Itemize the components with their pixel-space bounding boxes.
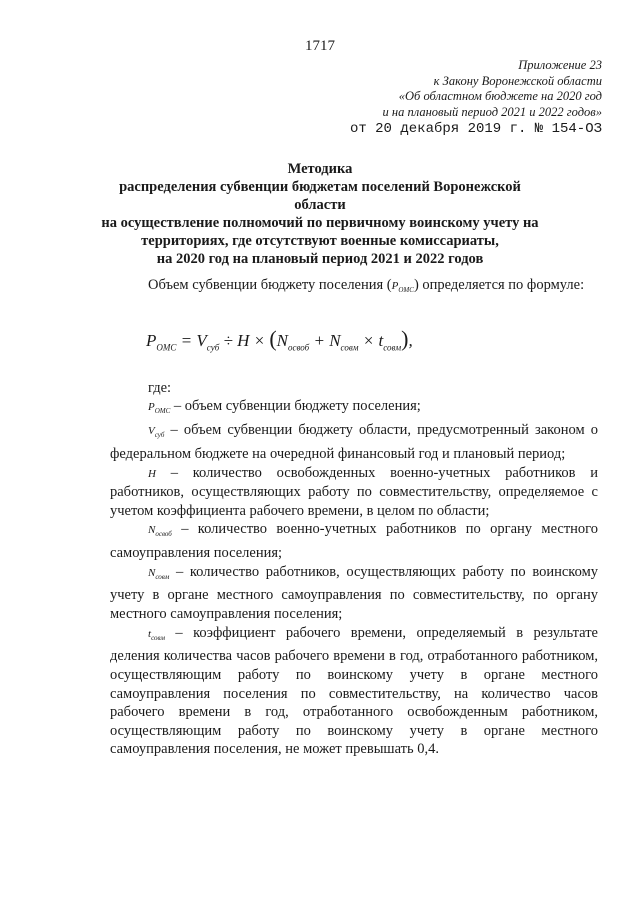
formula-subscript: ОМС <box>156 342 177 353</box>
law-date-stamp: от 20 декабря 2019 г. № 154-ОЗ <box>349 121 602 137</box>
symbol-n-osvob <box>148 524 172 539</box>
title-line: на 2020 год на плановый период 2021 и 2022 годов <box>156 251 484 267</box>
definition-text: – объем субвенции бюджету поселения; <box>170 398 421 415</box>
formula-term: H <box>237 330 250 350</box>
document-title <box>100 160 540 268</box>
definition-h <box>110 464 598 521</box>
symbol-n-sovm <box>148 567 169 579</box>
formula: $P_{ОМС} = V_{суб} \div H \times (N_{освоб} + N_{совм} \times t_{совм})$, <box>146 325 413 353</box>
definition-text: – количество военно-учетных работников по органу местного самоуправления поселения; <box>110 521 598 562</box>
formula-subscript: освоб <box>288 342 310 353</box>
definition-v <box>110 421 598 463</box>
symbol-p <box>148 401 171 416</box>
symbol-letter: P <box>148 401 155 414</box>
symbol-letter: P <box>391 280 399 292</box>
intro-text: Объем субвенции бюджету поселения ( <box>148 277 392 293</box>
symbol-h: H <box>148 467 156 480</box>
symbol-letter: V <box>148 425 155 438</box>
symbol-subscript: совм <box>155 572 170 581</box>
appendix-line: Приложение 23 <box>518 58 602 72</box>
symbol-p <box>391 280 414 295</box>
definition-text: – объем субвенции бюджету области, предусмотренный законом о федеральном бюджете на очередной финансовый год и плановый период; <box>110 422 598 462</box>
definition-text: – количество работников, осуществляющих работу по воинскому учету в органе местного самоуправления по совместительству, по органу местного самоуправления поселения; <box>110 563 598 623</box>
intro-paragraph <box>110 276 598 300</box>
appendix-line: и на плановый период 2021 и 2022 годов» <box>382 104 602 119</box>
where-label: где: <box>148 379 172 396</box>
appendix-block <box>350 58 602 138</box>
symbol-letter: N <box>148 524 156 537</box>
symbol-letter: N <box>148 566 156 579</box>
formula-term: V <box>196 330 207 350</box>
appendix-line: «Об областном бюджете на 2020 год <box>398 89 602 103</box>
intro-text: ) определяется по формуле: <box>413 277 585 293</box>
symbol-subscript: ОМС <box>398 286 414 295</box>
title-line: на осуществление полномочий по первичному воинскому учету на <box>101 215 539 231</box>
formula-term: N <box>276 330 289 350</box>
formula-term: N <box>329 330 341 350</box>
symbol-subscript: совм <box>151 633 166 642</box>
definition-n-sovm <box>110 563 598 624</box>
definition-t-sovm <box>110 624 598 759</box>
appendix-line: к Закону Воронежской области <box>433 73 602 88</box>
definition-p <box>110 397 598 421</box>
symbol-t-sovm <box>148 628 165 640</box>
definition-n-osvob <box>110 520 598 562</box>
title-line: Методика <box>287 161 353 177</box>
document-body <box>110 276 598 759</box>
formula-term: P <box>146 330 157 350</box>
symbol-subscript: освоб <box>155 530 172 539</box>
formula-term: t <box>378 330 384 350</box>
title-line: распределения субвенции бюджетам поселений Воронежской области <box>119 179 521 213</box>
formula-subscript: совм <box>383 342 402 353</box>
definition-text: – коэффициент рабочего времени, определяемый в результате деления количества часов рабочего времени в год, отработанного работником, осуществляющим работу по воинскому учету в органе местного самоуправления поселения по совместительству, на количество часов рабочего времени в год, отработанного освобожденным работником, осуществляющим работу по воинскому учету в органе местного самоуправления поселения, не может превышать 0,4. <box>110 624 598 758</box>
symbol-subscript: суб <box>154 431 165 440</box>
definition-text: – количество освобожденных военно-учетных работников и работников, осуществляющих работу по совместительству, определяемое с учетом коэффициента рабочего времени, в целом по области; <box>110 464 598 519</box>
formula-subscript: совм <box>340 342 359 353</box>
symbol-v <box>148 425 165 440</box>
page-number: 1717 <box>305 38 335 54</box>
symbol-letter: t <box>148 627 152 640</box>
symbol-subscript: ОМС <box>154 407 171 416</box>
title-line: территориях, где отсутствуют военные комиссариаты, <box>141 233 499 249</box>
formula-subscript: суб <box>206 342 220 353</box>
